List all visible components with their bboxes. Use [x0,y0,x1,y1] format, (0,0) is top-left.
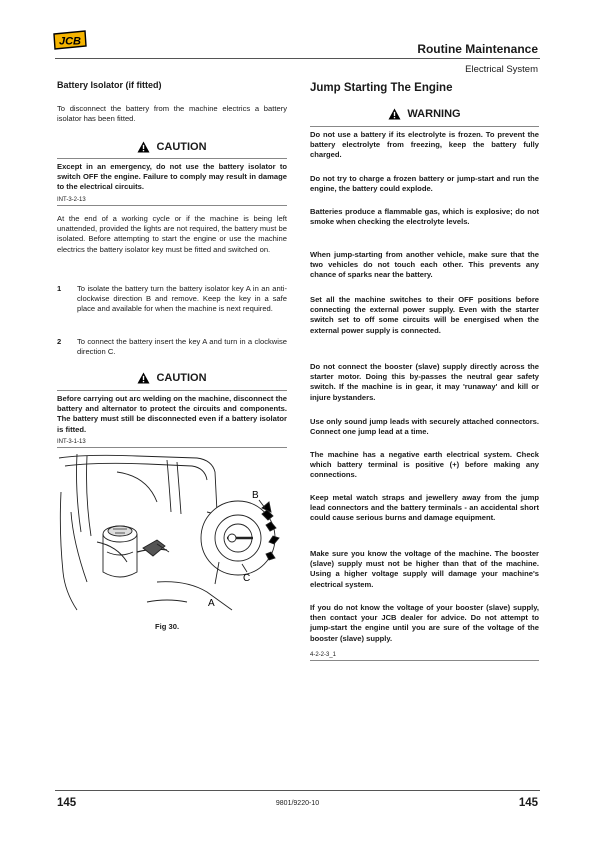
page-number-left: 145 [57,797,77,809]
warning-para-11: If you do not know the voltage of your booster (slave) supply, then contact your JCB dealer for advice. Do not attempt to jump-start the engine until you are sure of the voltage of the booster (slave) supply. [310,603,539,643]
step-text: To connect the battery insert the key A and turn in a clockwise direction C. [77,337,287,357]
warning-para-8: The machine has a negative earth electrical system. Check which battery terminal is positive (+) before making any connections. [310,450,539,480]
warning-para-3: Batteries produce a flammable gas, which is explosive; do not smoke when checking the electrolyte levels. [310,207,539,227]
jcb-logo [52,30,88,50]
caution-ref-2: INT-3-1-13 [57,439,86,445]
caution-label: CAUTION [156,141,207,153]
document-number: 9801/9220-10 [275,800,320,807]
caution-text-2: Before carrying out arc welding on the machine, disconnect the battery and alternator to protect the circuits and components. The battery must still be disconnected even if a battery isolator is fitted. [57,394,287,434]
caution-text-1: Except in an emergency, do not use the battery isolator to switch OFF the engine. Failure to comply may result in damage to the electrical circuits. [57,162,287,192]
isolation-paragraph: At the end of a working cycle or if the machine is being left unattended, provided the lights are not required, the battery must be isolated. Before attempting to start the engine or use the machine electrics the battery isolator key must be fitted and switched on. [57,214,287,254]
caution-end-rule [57,205,287,206]
page-number-right: 145 [518,797,538,809]
warning-para-2: Do not try to charge a frozen battery or jump-start and run the engine, the battery could explode. [310,174,539,194]
warning-para-6: Do not connect the booster (slave) supply directly across the starter motor. Doing this by-passes the neutral gear safety switch. If the machine is in gear, it may 'runaway' and kill or injure bystanders. [310,362,539,402]
battery-isolator-figure [57,452,289,612]
step-1 [57,284,287,315]
intro-paragraph: To disconnect the battery from the machine electrics a battery isolator has been fitted. [57,104,287,124]
caution-rule [57,390,287,391]
figure-caption: Fig 30. [155,622,180,631]
step-2 [57,337,287,357]
warning-triangle-icon [137,141,150,153]
callout-b: B [252,490,259,501]
caution-end-rule [57,447,287,448]
caution-rule [57,158,287,159]
warning-box [310,108,539,120]
subsection-title: Electrical System [465,64,538,75]
caution-ref-1: INT-3-2-13 [57,197,86,203]
callout-c: C [243,573,251,584]
caution-box-1 [57,141,287,153]
callout-a: A [208,598,215,609]
warning-triangle-icon [137,372,150,384]
warning-para-7: Use only sound jump leads with securely attached connectors. Connect one jump lead at a time. [310,417,539,437]
step-number: 2 [57,337,62,346]
warning-para-4: When jump-starting from another vehicle, make sure that the two vehicles do not touch each other. This prevents any chance of sparks near the battery. [310,250,539,280]
logo-text: JCB [58,35,82,48]
caution-label: CAUTION [156,372,207,384]
section-title: Routine Maintenance [417,42,538,56]
battery-isolator-heading: Battery Isolator (if fitted) [57,80,162,90]
warning-label: WARNING [407,108,461,120]
header-rule [55,58,540,59]
step-number: 1 [57,284,62,293]
warning-para-10: Make sure you know the voltage of the machine. The booster (slave) supply must not be higher than that of the machine. Using a higher voltage supply will damage your machine's electrical system. [310,549,539,589]
warning-triangle-icon [388,108,401,120]
warning-ref: 4-2-2-3_1 [310,652,337,658]
footer-rule [55,790,540,791]
jump-start-heading: Jump Starting The Engine [310,82,453,94]
warning-para-5: Set all the machine switches to their OFF positions before connecting the external power supply. Even with the starter switch set to off some circuits will be energised when the external power supply is connected. [310,295,539,335]
warning-end-rule [310,660,539,661]
warning-rule [310,126,539,127]
step-text: To isolate the battery turn the battery isolator key A in an anti-clockwise direction B and remove. Keep the key in a safe place and available for when the machine is next required. [77,284,287,314]
warning-para-1: Do not use a battery if its electrolyte is frozen. To prevent the battery electrolyte from freezing, keep the battery fully charged. [310,130,539,160]
warning-para-9: Keep metal watch straps and jewellery away from the jump lead connectors and the battery terminals - an accidental short could cause serious burns and damage equipment. [310,493,539,523]
caution-box-2 [57,372,287,384]
